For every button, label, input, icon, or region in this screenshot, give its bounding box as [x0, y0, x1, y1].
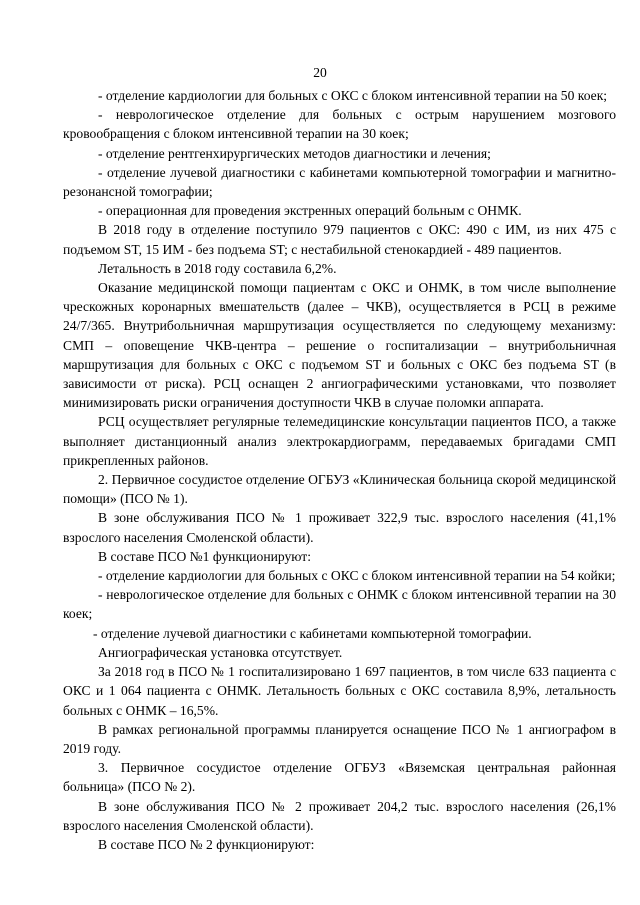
- paragraph: Оказание медицинской помощи пациентам с ОКС и ОНМК, в том числе выполнение чрескожных коронарных вмешательств (далее – ЧКВ), осуществляется в РСЦ в режиме 24/7/365. Внутрибольничная маршрутизация осуществляется по следующему механизму: СМП – оповещение ЧКВ-центра – решение о госпитализации – внутрибольничная маршрутизация для больных с ОКС с подъемом ST и больных с ОКС без подъема ST (в зависимости от риска). РСЦ оснащен 2 ангиографическими установками, что позволяет минимизировать риски ограничения доступности ЧКВ в случае поломки аппарата.: [63, 280, 616, 411]
- paragraph: - отделение кардиологии для больных с ОКС с блоком интенсивной терапии на 54 койки;: [98, 568, 616, 584]
- paragraph: 3. Первичное сосудистое отделение ОГБУЗ «Вяземская центральная районная больница» (ПСО № 2).: [63, 760, 616, 795]
- paragraph: - отделение рентгенхирургических методов диагностики и лечения;: [98, 145, 491, 161]
- paragraph: - отделение лучевой диагностики с кабинетами компьютерной томографии и магнитно-резонансной томографии;: [63, 164, 616, 200]
- paragraph: В рамках региональной программы планируется оснащение ПСО № 1 ангиографом в 2019 году.: [63, 721, 616, 756]
- paragraph: В зоне обслуживания ПСО № 2 проживает 204,2 тыс. взрослого населения (26,1% взрослого населения Смоленской области).: [63, 798, 616, 833]
- paragraph: В составе ПСО №1 функционируют:: [98, 548, 311, 564]
- paragraph: За 2018 год в ПСО № 1 госпитализировано 1 697 пациентов, в том числе 633 пациента с ОКС и 1 064 пациента с ОНМК. Летальность больных с ОКС составила 8,9%, летальность больных с ОНМК – 16,5%.: [63, 664, 616, 718]
- paragraph: 2. Первичное сосудистое отделение ОГБУЗ «Клиническая больница скорой медицинской помощи» (ПСО № 1).: [63, 472, 616, 507]
- paragraph: В 2018 году в отделение поступило 979 пациентов с ОКС: 490 с ИМ, из них 475 с подъемом ST, 15 ИМ - без подъема ST; с нестабильной стенокардией - 489 пациентов.: [63, 222, 616, 257]
- paragraph: - неврологическое отделение для больных с острым нарушением мозгового кровообращения с блоком интенсивной терапии на 30 коек;: [63, 107, 616, 142]
- paragraph: В составе ПСО № 2 функционируют:: [98, 836, 315, 852]
- page-number: 20: [313, 65, 327, 80]
- document-body: [63, 86, 616, 854]
- paragraph: В зоне обслуживания ПСО № 1 проживает 322,9 тыс. взрослого населения (41,1% взрослого населения Смоленской области).: [63, 510, 616, 545]
- paragraph: Ангиографическая установка отсутствует.: [98, 644, 343, 660]
- paragraph: - операционная для проведения экстренных операций больным с ОНМК.: [98, 203, 522, 219]
- paragraph: - отделение кардиологии для больных с ОКС с блоком интенсивной терапии на 50 коек;: [98, 88, 608, 103]
- paragraph: - отделение лучевой диагностики с кабинетами компьютерной томографии.: [93, 625, 532, 641]
- paragraph: Летальность в 2018 году составила 6,2%.: [98, 260, 337, 276]
- paragraph: - неврологическое отделение для больных с ОНМК с блоком интенсивной терапии на 30 коек;: [63, 587, 616, 622]
- paragraph: РСЦ осуществляет регулярные телемедицинские консультации пациентов ПСО, а также выполняет дистанционный анализ электрокардиограмм, передаваемых бригадами СМП прикрепленных районов.: [63, 414, 616, 468]
